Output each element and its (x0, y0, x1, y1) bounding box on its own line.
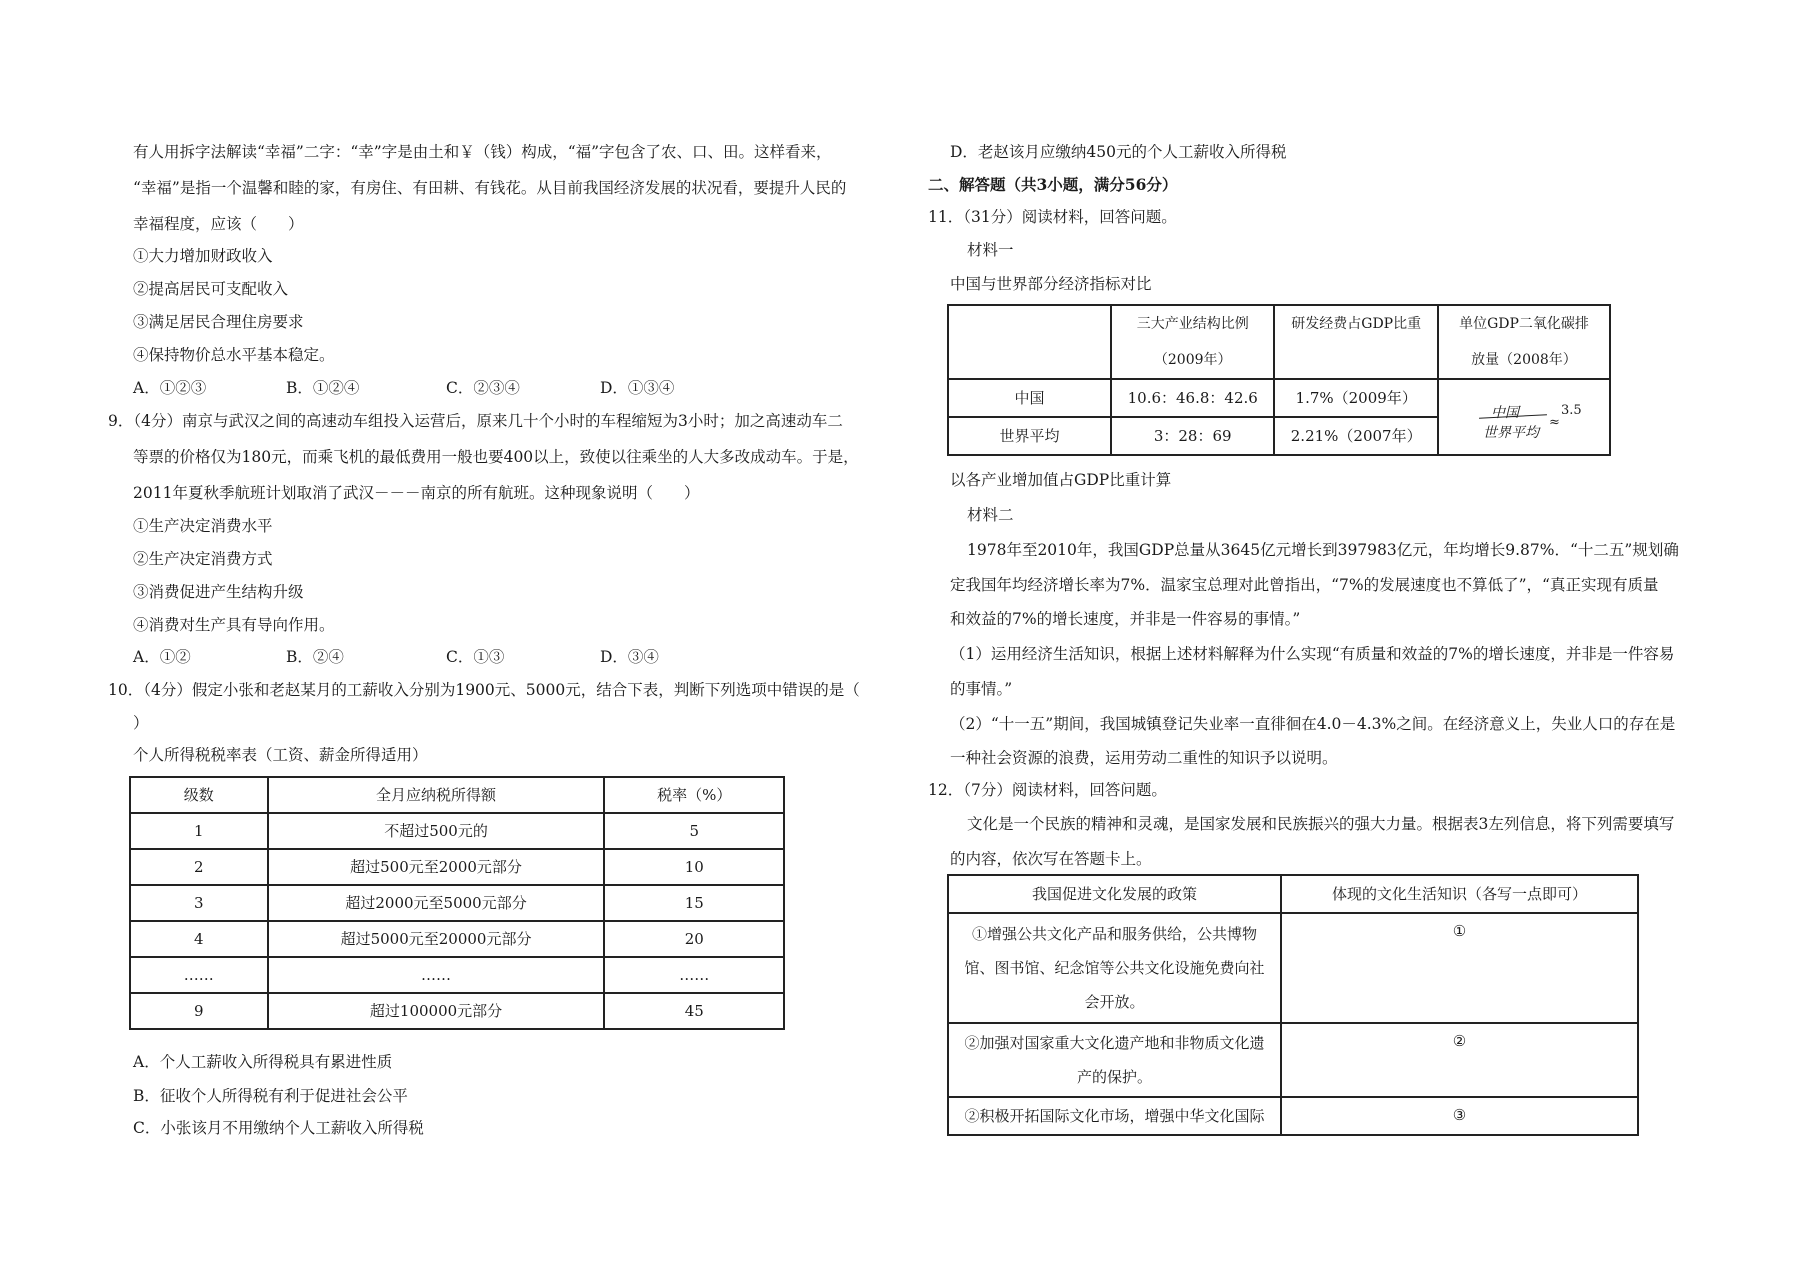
table-header-cell: 税率（%） (604, 777, 784, 813)
tax-rate-table (129, 776, 785, 1030)
policy-line: 产的保护。 (1077, 1068, 1153, 1086)
section-2-title: 二、解答题（共3小题，满分56分） (928, 175, 1178, 194)
policy-cell (948, 913, 1281, 1023)
table-cell: 15 (604, 885, 784, 921)
q11-heading: 11．（31分）阅读材料，回答问题。 (928, 208, 1177, 226)
table-header-row (948, 305, 1610, 379)
table-cell: 中国 (948, 379, 1111, 417)
policy-cell (948, 1097, 1281, 1135)
q9-text-line-2: 等票的价格仅为180元，而乘飞机的最低费用一般也要400以上，致使以往乘坐的人大多改成动车。于是， (133, 448, 859, 466)
q9-item-4: ④消费对生产具有导向作用。 (133, 616, 335, 634)
table-header-row (130, 777, 784, 813)
q11-sub1-line-2: 的事情。” (950, 680, 1013, 698)
ratio-numerator: 中国 (1491, 405, 1519, 421)
q9-text-line-1: 9．（4分）南京与武汉之间的高速动车组投入运营后，原来几十个小时的车程缩短为3小时；加之高速动车二 (108, 412, 843, 430)
table-cell: 45 (604, 993, 784, 1029)
table-header-cell: 全月应纳税所得额 (268, 777, 605, 813)
table-cell: 1.7%（2009年） (1274, 379, 1438, 417)
q10-text-line-1: 10．（4分）假定小张和老赵某月的工薪收入分别为1900元、5000元，结合下表，判断下列选项中错误的是（ (108, 681, 860, 699)
q10-option-c: C．小张该月不用缴纳个人工薪收入所得税 (133, 1119, 424, 1137)
table-row (130, 993, 784, 1029)
answer-cell: ③ (1281, 1097, 1638, 1135)
ratio-value: 3.5 (1561, 403, 1582, 418)
q8-option-a: A．①②③ (133, 379, 207, 397)
table1-note: 以各产业增加值占GDP比重计算 (950, 471, 1172, 489)
table-row (130, 813, 784, 849)
table-header-cell (1438, 305, 1610, 379)
q8-item-4: ④保持物价总水平基本稳定。 (133, 346, 335, 364)
q10-option-a: A．个人工薪收入所得税具有累进性质 (133, 1053, 393, 1071)
material-2-line-2: 定我国年均经济增长率为7%．温家宝总理对此曾指出，“7%的发展速度也不算低了”，“真正实现有质量 (950, 576, 1659, 594)
table-header-cell: 体现的文化生活知识（各写一点即可） (1281, 875, 1638, 913)
q8-item-3: ③满足居民合理住房要求 (133, 313, 304, 331)
table-header-cell: 级数 (130, 777, 268, 813)
table-row (130, 921, 784, 957)
table-cell: 超过100000元部分 (268, 993, 605, 1029)
q10-option-d: D．老赵该月应缴纳450元的个人工薪收入所得税 (950, 143, 1287, 161)
table-cell: 10 (604, 849, 784, 885)
co2-ratio-fraction (1443, 392, 1603, 442)
q9-text-line-3: 2011年夏秋季航班计划取消了武汉－－－南京的所有航班。这种现象说明（ ） (133, 484, 700, 502)
answer-cell: ① (1281, 913, 1638, 1023)
q10-text-line-2: ） (133, 714, 149, 732)
table-header-cell (948, 305, 1111, 379)
material-1-label: 材料一 (967, 241, 1014, 259)
table-cell: …… (268, 957, 605, 993)
q8-item-2: ②提高居民可支配收入 (133, 280, 289, 298)
q9-item-1: ①生产决定消费水平 (133, 517, 273, 535)
q8-option-d: D．①③④ (600, 379, 675, 397)
table-row (130, 957, 784, 993)
approx-symbol: ≈ (1549, 415, 1560, 430)
q11-sub2-line-2: 一种社会资源的浪费，运用劳动二重性的知识予以说明。 (950, 749, 1338, 767)
table1-title: 中国与世界部分经济指标对比 (950, 275, 1152, 293)
q10-option-b: B．征收个人所得税有利于促进社会公平 (133, 1087, 408, 1105)
culture-policy-table (947, 874, 1639, 1136)
table-cell: 世界平均 (948, 417, 1111, 455)
policy-line: 会开放。 (1084, 993, 1145, 1011)
q9-option-d: D．③④ (600, 648, 659, 666)
q12-heading: 12．（7分）阅读材料，回答问题。 (928, 781, 1167, 799)
material-2-line-3: 和效益的7%的增长速度，并非是一件容易的事情。” (950, 610, 1301, 628)
table-cell: 20 (604, 921, 784, 957)
q12-text-line-2: 的内容，依次写在答题卡上。 (950, 850, 1152, 868)
table-cell: …… (604, 957, 784, 993)
table-cell: 10.6：46.8：42.6 (1111, 379, 1274, 417)
table-cell: 3 (130, 885, 268, 921)
economic-indicators-table (947, 304, 1611, 456)
table-cell: 不超过500元的 (268, 813, 605, 849)
q8-intro-line-2: “幸福”是指一个温馨和睦的家，有房住、有田耕、有钱花。从目前我国经济发展的状况看，要提升人民的 (133, 179, 847, 197)
answer-cell: ② (1281, 1023, 1638, 1097)
header-line: 研发经费占GDP比重 (1291, 316, 1422, 332)
q8-option-c: C．②③④ (446, 379, 520, 397)
table-cell: 2.21%（2007年） (1274, 417, 1438, 455)
tax-table-title: 个人所得税税率表（工资、薪金所得适用） (133, 746, 428, 764)
q9-option-a: A．①② (133, 648, 191, 666)
policy-line: 馆、图书馆、纪念馆等公共文化设施免费向社 (964, 959, 1265, 977)
header-line: （2009年） (1153, 352, 1232, 368)
table-row (130, 885, 784, 921)
table-row (948, 379, 1610, 417)
q11-sub1-line-1: （1）运用经济生活知识，根据上述材料解释为什么实现“有质量和效益的7%的增长速度，并非是一件容易 (950, 645, 1675, 663)
q9-item-2: ②生产决定消费方式 (133, 550, 273, 568)
co2-ratio-cell (1438, 379, 1610, 455)
table-row (130, 849, 784, 885)
q8-option-b: B．①②④ (286, 379, 360, 397)
table-cell: 超过5000元至20000元部分 (268, 921, 605, 957)
table-cell: 9 (130, 993, 268, 1029)
header-line: 单位GDP二氧化碳排 (1459, 316, 1589, 332)
table-header-row (948, 875, 1638, 913)
table-header-cell (1111, 305, 1274, 379)
table-row (948, 913, 1638, 1023)
q9-option-b: B．②④ (286, 648, 344, 666)
table-cell: 2 (130, 849, 268, 885)
q9-option-c: C．①③ (446, 648, 505, 666)
table-cell: 4 (130, 921, 268, 957)
policy-cell (948, 1023, 1281, 1097)
table-cell: 1 (130, 813, 268, 849)
policy-line: ②积极开拓国际文化市场，增强中华文化国际 (964, 1107, 1265, 1125)
table-row (948, 1097, 1638, 1135)
table-row (948, 1023, 1638, 1097)
policy-line: ②加强对国家重大文化遗产地和非物质文化遗 (964, 1034, 1265, 1052)
ratio-denominator: 世界平均 (1483, 425, 1539, 441)
table-cell: 5 (604, 813, 784, 849)
table-header-cell: 我国促进文化发展的政策 (948, 875, 1281, 913)
q8-intro-line-1: 有人用拆字法解读“幸福”二字：“幸”字是由土和￥（钱）构成，“福”字包含了农、口、田。这样看来， (133, 143, 832, 161)
table-cell: …… (130, 957, 268, 993)
table-header-cell (1274, 305, 1438, 379)
table-cell: 3：28：69 (1111, 417, 1274, 455)
policy-line: ①增强公共文化产品和服务供给，公共博物 (972, 925, 1258, 943)
header-line: 放量（2008年） (1471, 352, 1577, 368)
material-2-line-1: 1978年至2010年，我国GDP总量从3645亿元增长到397983亿元，年均增长9.87%．“十二五”规划确 (967, 541, 1679, 559)
q12-text-line-1: 文化是一个民族的精神和灵魂，是国家发展和民族振兴的强大力量。根据表3左列信息，将下列需要填写 (967, 815, 1675, 833)
q8-intro-line-3: 幸福程度，应该（ ） (133, 215, 304, 233)
table-cell: 超过2000元至5000元部分 (268, 885, 605, 921)
q11-sub2-line-1: （2）“十一五”期间，我国城镇登记失业率一直徘徊在4.0－4.3%之间。在经济意义上，失业人口的存在是 (950, 715, 1676, 733)
material-2-label: 材料二 (967, 506, 1014, 524)
header-line: 三大产业结构比例 (1136, 316, 1249, 332)
q8-item-1: ①大力增加财政收入 (133, 247, 273, 265)
table-cell: 超过500元至2000元部分 (268, 849, 605, 885)
q9-item-3: ③消费促进产生结构升级 (133, 583, 304, 601)
